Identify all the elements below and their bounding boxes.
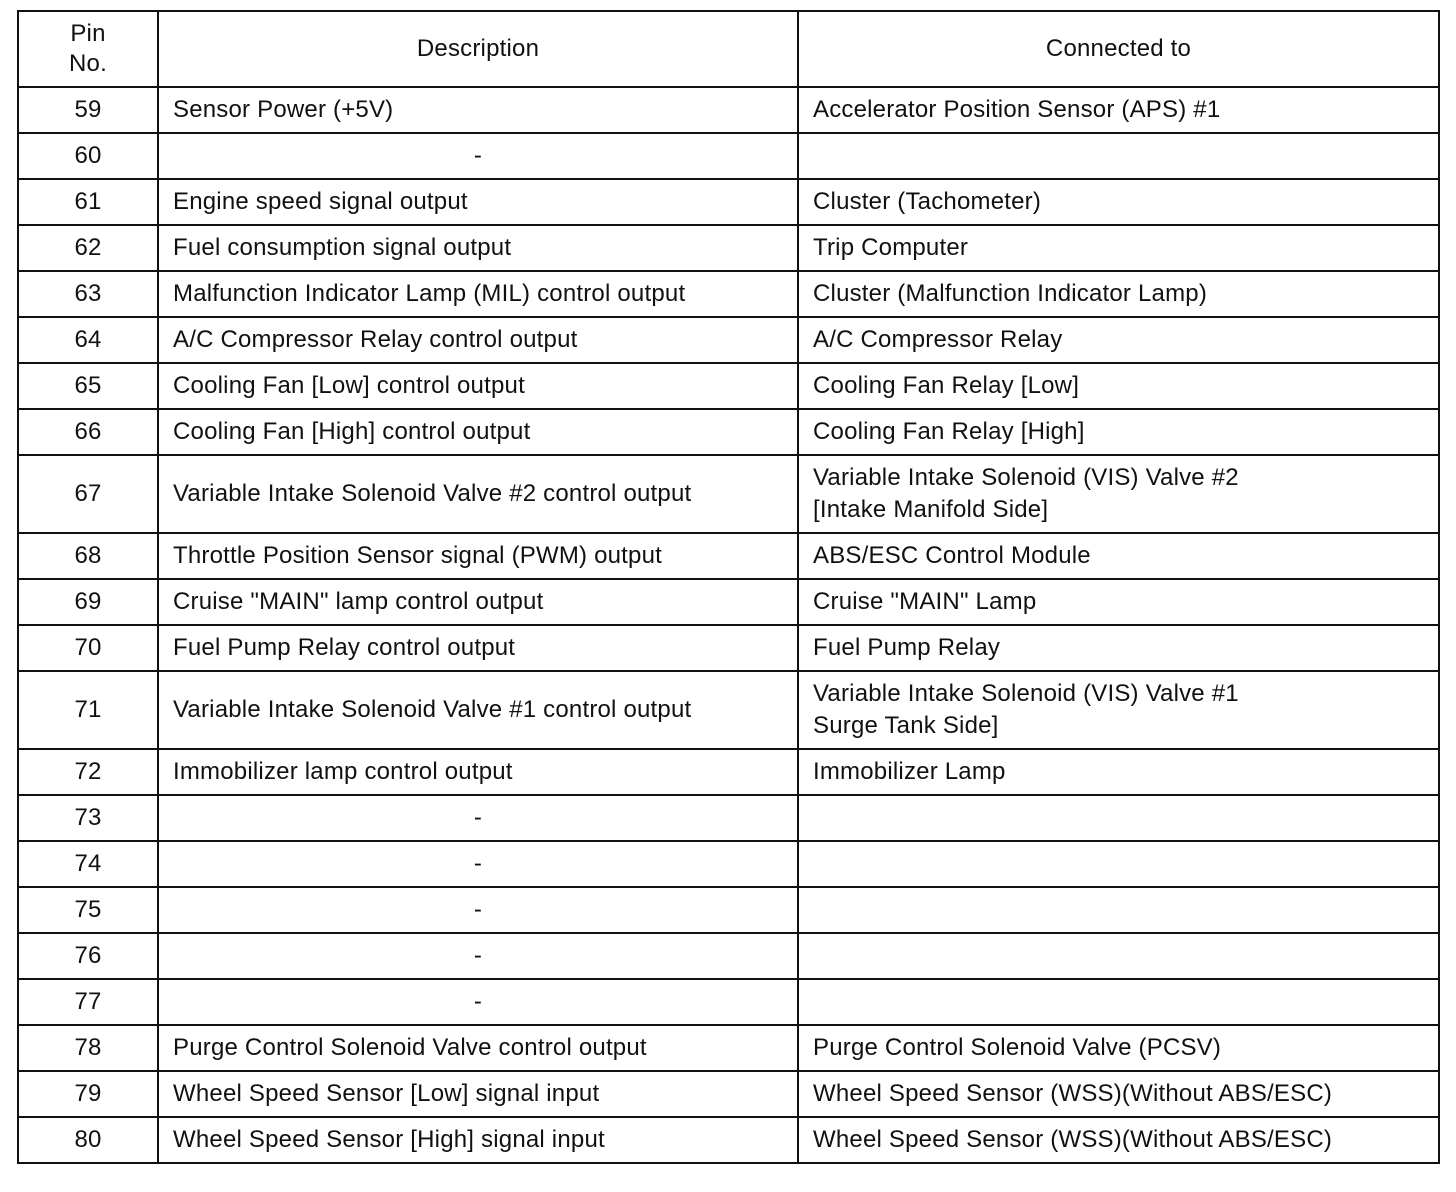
connected-to-cell (798, 1117, 1439, 1163)
pin-number-cell: 65 (18, 363, 158, 409)
connected-to-cell (798, 671, 1439, 749)
table-row (18, 1117, 1439, 1163)
description-cell: - (158, 841, 798, 887)
pin-number-cell: 64 (18, 317, 158, 363)
pin-number-cell: 73 (18, 795, 158, 841)
table-row (18, 409, 1439, 455)
connected-to-line: Cluster (Tachometer) (813, 188, 1042, 215)
connected-to-line: Cruise "MAIN" Lamp (813, 588, 1037, 615)
connected-to-line: Trip Computer (813, 234, 969, 261)
table-row (18, 179, 1439, 225)
description-cell: Cruise "MAIN" lamp control output (158, 579, 798, 625)
description-cell: Malfunction Indicator Lamp (MIL) control output (158, 271, 798, 317)
connected-to-line: Cooling Fan Relay [High] (813, 418, 1085, 445)
connected-to-line: Wheel Speed Sensor (WSS)(Without ABS/ESC) (813, 1080, 1333, 1107)
connected-to-line: Variable Intake Solenoid (VIS) Valve #2 (813, 464, 1239, 491)
description-cell: - (158, 795, 798, 841)
table-row (18, 1025, 1439, 1071)
connected-to-cell (798, 841, 1439, 887)
connected-to-cell (798, 979, 1439, 1025)
connected-to-line: Purge Control Solenoid Valve (PCSV) (813, 1034, 1222, 1061)
pin-number-cell: 72 (18, 749, 158, 795)
description-cell: Variable Intake Solenoid Valve #2 control output (158, 455, 798, 533)
table-row (18, 455, 1439, 533)
table-row (18, 625, 1439, 671)
pin-number-cell: 63 (18, 271, 158, 317)
table-row (18, 271, 1439, 317)
pin-number-cell: 77 (18, 979, 158, 1025)
connected-to-cell (798, 1025, 1439, 1071)
header-pin-line1: Pin (70, 20, 106, 47)
table-row (18, 363, 1439, 409)
pin-number-cell: 78 (18, 1025, 158, 1071)
description-cell: - (158, 933, 798, 979)
connected-to-line: ABS/ESC Control Module (813, 542, 1091, 569)
connected-to-line: Immobilizer Lamp (813, 758, 1006, 785)
pin-number-cell: 69 (18, 579, 158, 625)
pin-number-cell: 79 (18, 1071, 158, 1117)
description-cell: Engine speed signal output (158, 179, 798, 225)
connected-to-line: Fuel Pump Relay (813, 634, 1001, 661)
table-header (18, 11, 1439, 87)
header-row (18, 11, 1439, 87)
pin-number-cell: 60 (18, 133, 158, 179)
table-row (18, 671, 1439, 749)
table-row (18, 887, 1439, 933)
description-cell: Fuel consumption signal output (158, 225, 798, 271)
pin-number-cell: 61 (18, 179, 158, 225)
connected-to-line: Surge Tank Side] (813, 712, 999, 739)
connected-to-cell (798, 363, 1439, 409)
connected-to-cell (798, 455, 1439, 533)
pin-number-cell: 76 (18, 933, 158, 979)
pin-number-cell: 59 (18, 87, 158, 133)
pin-number-cell: 70 (18, 625, 158, 671)
pin-number-cell: 71 (18, 671, 158, 749)
table-row (18, 317, 1439, 363)
table-row (18, 795, 1439, 841)
connected-to-cell (798, 887, 1439, 933)
description-cell: - (158, 887, 798, 933)
connected-to-cell (798, 625, 1439, 671)
connected-to-cell (798, 1071, 1439, 1117)
table-row (18, 749, 1439, 795)
pin-number-cell: 74 (18, 841, 158, 887)
pin-number-cell: 68 (18, 533, 158, 579)
description-cell: - (158, 133, 798, 179)
header-pin-no (18, 11, 158, 87)
connected-to-line: Cluster (Malfunction Indicator Lamp) (813, 280, 1208, 307)
connected-to-cell (798, 179, 1439, 225)
header-connected-to: Connected to (798, 11, 1439, 87)
pin-number-cell: 67 (18, 455, 158, 533)
header-description: Description (158, 11, 798, 87)
connected-to-line: A/C Compressor Relay (813, 326, 1063, 353)
description-cell: Cooling Fan [Low] control output (158, 363, 798, 409)
connected-to-cell (798, 933, 1439, 979)
connected-to-cell (798, 533, 1439, 579)
table-row (18, 579, 1439, 625)
description-cell: Variable Intake Solenoid Valve #1 control output (158, 671, 798, 749)
description-cell: Throttle Position Sensor signal (PWM) output (158, 533, 798, 579)
description-cell: Fuel Pump Relay control output (158, 625, 798, 671)
table-row (18, 133, 1439, 179)
description-cell: - (158, 979, 798, 1025)
connected-to-cell (798, 87, 1439, 133)
table-row (18, 979, 1439, 1025)
connected-to-cell (798, 225, 1439, 271)
description-cell: Wheel Speed Sensor [High] signal input (158, 1117, 798, 1163)
connected-to-cell (798, 409, 1439, 455)
pin-description-table (17, 10, 1440, 1164)
connected-to-cell (798, 317, 1439, 363)
connected-to-line: Accelerator Position Sensor (APS) #1 (813, 96, 1221, 123)
description-cell: Cooling Fan [High] control output (158, 409, 798, 455)
connected-to-cell (798, 271, 1439, 317)
table-row (18, 225, 1439, 271)
connected-to-cell (798, 795, 1439, 841)
pin-number-cell: 62 (18, 225, 158, 271)
connected-to-line: Wheel Speed Sensor (WSS)(Without ABS/ESC) (813, 1126, 1333, 1153)
description-cell: Sensor Power (+5V) (158, 87, 798, 133)
connected-to-cell (798, 749, 1439, 795)
connected-to-cell (798, 133, 1439, 179)
description-cell: Immobilizer lamp control output (158, 749, 798, 795)
table-row (18, 1071, 1439, 1117)
connected-to-line: [Intake Manifold Side] (813, 496, 1049, 523)
description-cell: Wheel Speed Sensor [Low] signal input (158, 1071, 798, 1117)
pin-number-cell: 66 (18, 409, 158, 455)
table-row (18, 533, 1439, 579)
connected-to-line: Variable Intake Solenoid (VIS) Valve #1 (813, 680, 1239, 707)
description-cell: A/C Compressor Relay control output (158, 317, 798, 363)
description-cell: Purge Control Solenoid Valve control output (158, 1025, 798, 1071)
pin-number-cell: 80 (18, 1117, 158, 1163)
connected-to-line: Cooling Fan Relay [Low] (813, 372, 1080, 399)
table-row (18, 841, 1439, 887)
connected-to-cell (798, 579, 1439, 625)
table-body (18, 87, 1439, 1163)
table-row (18, 933, 1439, 979)
pin-number-cell: 75 (18, 887, 158, 933)
header-pin-line2: No. (69, 50, 107, 77)
table-row (18, 87, 1439, 133)
